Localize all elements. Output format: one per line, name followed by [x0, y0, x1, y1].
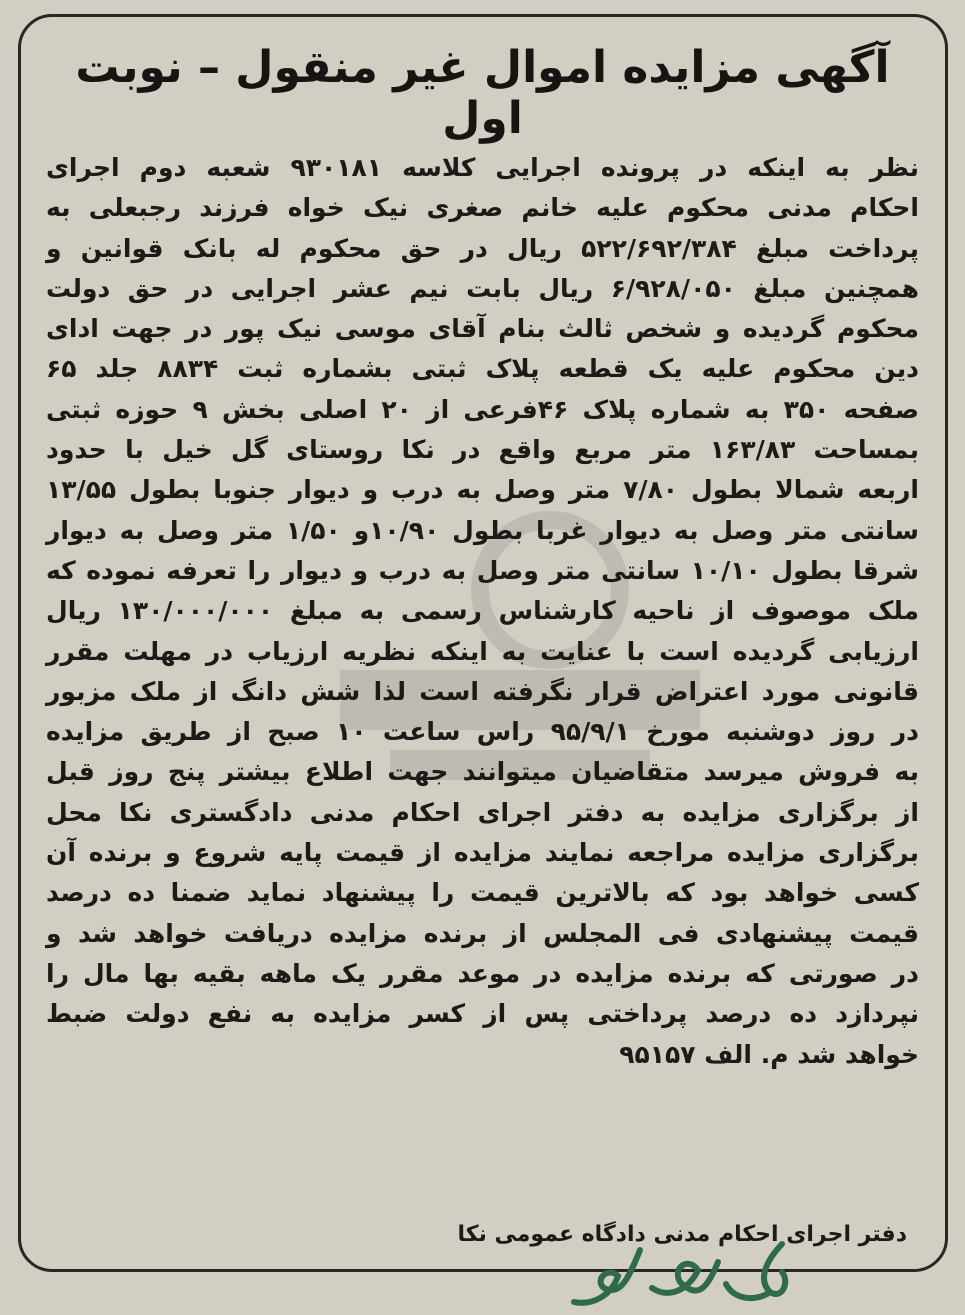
body-line: ملک موصوف از ناحیه کارشناس رسمی به مبلغ ۱۳۰/۰۰۰/۰۰۰ ریال: [46, 596, 920, 626]
body-line: خواهد شد م. الف ۹۵۱۵۷: [619, 1039, 919, 1069]
body-line: کسی خواهد بود که بالاترین قیمت را پیشنهاد نماید ضمنا ده درصد: [46, 878, 919, 908]
body-line: برگزاری مزایده مراجعه نمایند مزایده از قیمت پایه شروع و برنده آن: [46, 838, 919, 868]
body-line: قیمت پیشنهادی فی المجلس از برنده مزایده دریافت خواهد شد و: [46, 918, 919, 948]
issuer-signature: دفتر اجرای احکام مدنی دادگاه عمومی نکا: [457, 1222, 907, 1247]
body-line: شرقا بطول ۱۰/۱۰ سانتی متر وصل به درب و دیوار را تعرفه نموده که: [46, 555, 919, 585]
body-line: به فروش میرسد متقاضیان میتوانند جهت اطلاع بیشتر پنج روز قبل: [46, 757, 919, 787]
handwritten-number: [520, 1222, 820, 1315]
body-line: قانونی مورد اعتراض قرار نگرفته است لذا شش دانگ از ملک مزبور: [46, 676, 919, 706]
body-line: در روز دوشنبه مورخ ۹۵/۹/۱ راس ساعت ۱۰ صبح از طریق مزایده: [46, 717, 919, 747]
body-line: ارزیابی گردیده است با عنایت به اینکه نظریه ارزیاب در مهلت مقرر: [46, 636, 919, 666]
body-line: احکام مدنی محکوم علیه خانم صغری نیک خواه فرزند رجبعلی به: [46, 193, 919, 223]
body-line: در صورتی که برنده مزایده در موعد مقرر یک ماهه بقیه بها مال را: [46, 958, 919, 988]
body-line: همچنین مبلغ ۶/۹۲۸/۰۵۰ ریال بابت نیم عشر اجرایی در حق دولت: [46, 273, 919, 303]
body-line: سانتی متر وصل به دیوار غربا بطول ۱۰/۹۰و ۱/۵۰ متر وصل به دیوار: [46, 515, 919, 545]
notice-title: آگهی مزایده اموال غیر منقول – نوبت اول: [75, 42, 890, 144]
body-line: اربعه شمالا بطول ۷/۸۰ متر وصل به درب و دیوار جنوبا بطول ۱۳/۵۵: [46, 475, 920, 505]
body-line: دین محکوم علیه یک قطعه پلاک ثبتی بشماره ثبت ۸۸۳۴ جلد ۶۵: [46, 354, 919, 384]
body-line: نپردازد ده درصد پرداختی پس از کسر مزایده به نفع دولت ضبط: [46, 999, 919, 1029]
body-line: نظر به اینکه در پرونده اجرایی کلاسه ۹۳۰۱۸۱ شعبه دوم اجرای: [46, 153, 919, 182]
body-line: صفحه ۳۵۰ به شماره پلاک ۴۶فرعی از ۲۰ اصلی بخش ۹ حوزه ثبتی: [46, 394, 919, 424]
body-line: از برگزاری مزایده به دفتر اجرای احکام مدنی دادگستری نکا محل: [46, 797, 919, 827]
body-line: پرداخت مبلغ ۵۲۲/۶۹۲/۳۸۴ ریال در حق محکوم له بانک قوانین و: [46, 233, 920, 263]
notice-body: [46, 148, 919, 1075]
body-line: بمساحت ۱۶۳/۸۳ متر مربع واقع در نکا روستای گل خیل با حدود: [46, 435, 919, 465]
body-line: محکوم گردیده و شخص ثالث بنام آقای موسی نیک پور در جهت ادای: [46, 314, 919, 344]
